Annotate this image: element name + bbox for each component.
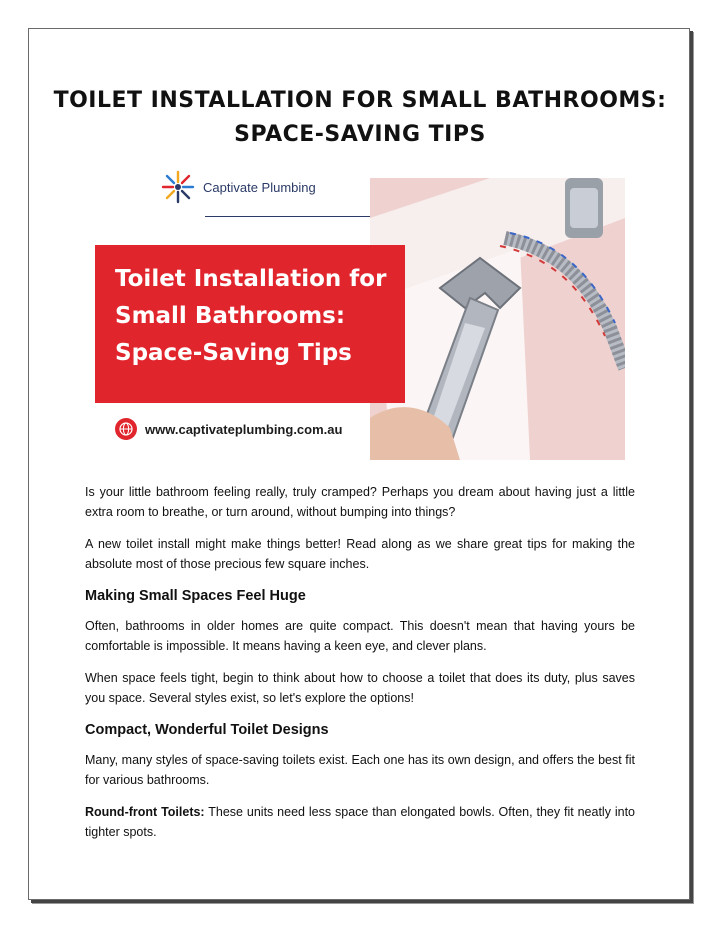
paragraph-intro: Is your little bathroom feeling really, truly cramped? Perhaps you dream about having just a little extra room to breathe, or turn around, without bumping into things? [85, 485, 635, 519]
paragraph-space-tight: When space feels tight, begin to think about how to choose a toilet that does its duty, plus saves you space. Several styles exist, so let's explore the options! [85, 671, 635, 705]
sunburst-logo-icon [161, 170, 195, 204]
document-title [28, 84, 692, 152]
headline-line-3: Space-Saving Tips [115, 340, 352, 366]
brand-name: Captivate Plumbing [203, 179, 316, 195]
wrench-illustration-icon [370, 178, 625, 460]
title-line-1: TOILET INSTALLATION FOR SMALL BATHROOMS: [53, 88, 667, 113]
paragraph-older-homes: Often, bathrooms in older homes are quite compact. This doesn't mean that having yours be comfortable is impossible. It means having a keen eye, and clever plans. [85, 619, 635, 653]
title-line-2: SPACE-SAVING TIPS [234, 122, 486, 147]
hero-banner-image [95, 160, 625, 460]
headline [115, 261, 395, 372]
website-url: www.captivateplumbing.com.au [145, 421, 343, 437]
heading-small-spaces: Making Small Spaces Feel Huge [85, 588, 306, 604]
article-body [85, 482, 635, 854]
divider-line [205, 216, 385, 217]
headline-line-2: Small Bathrooms: [115, 303, 346, 329]
heading-compact-designs: Compact, Wonderful Toilet Designs [85, 722, 329, 738]
wrench-photo [370, 178, 625, 460]
headline-panel [95, 245, 405, 403]
website-badge [115, 418, 342, 440]
brand-logo [161, 170, 316, 204]
round-front-label: Round-front Toilets: [85, 805, 205, 819]
paragraph-styles: Many, many styles of space-saving toilets exist. Each one has its own design, and offers the best fit for various bathrooms. [85, 753, 635, 787]
globe-icon [115, 418, 137, 440]
round-front-text: These units need less space than elongated bowls. Often, they fit neatly into tighter spots. [85, 805, 635, 839]
paragraph-round-front [85, 802, 635, 842]
paragraph-toilet-install: A new toilet install might make things better! Read along as we share great tips for making the absolute most of those precious few square inches. [85, 537, 635, 571]
headline-line-1: Toilet Installation for [115, 266, 387, 292]
